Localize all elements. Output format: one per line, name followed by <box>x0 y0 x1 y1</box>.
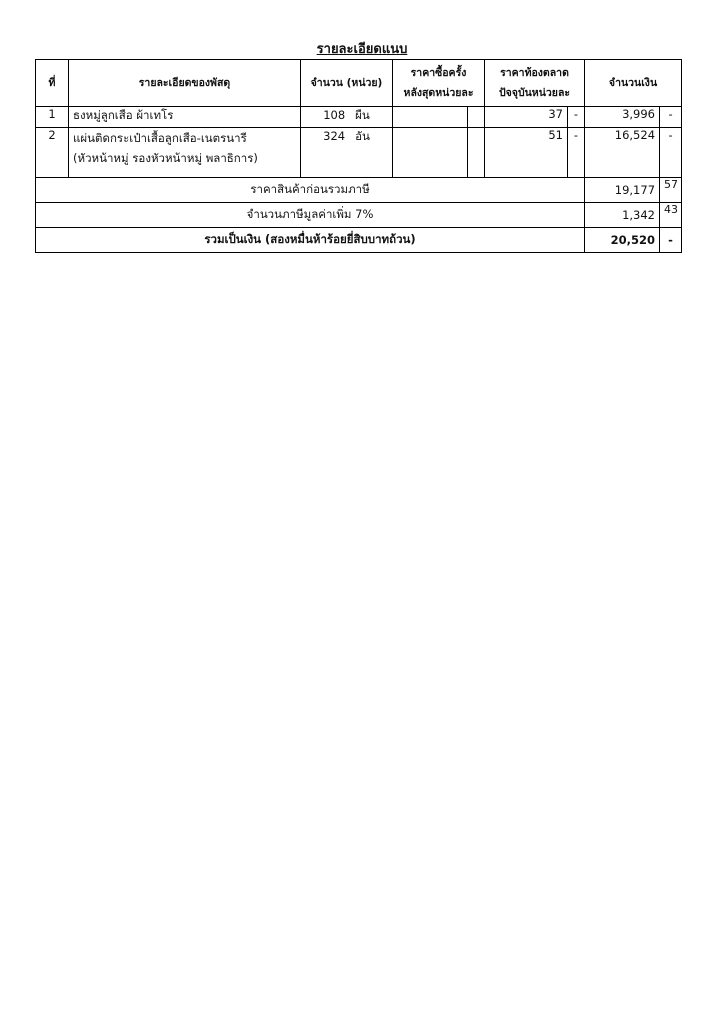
row-no: 2 <box>36 128 69 178</box>
total-satang: - <box>660 228 682 253</box>
header-last-price-line2: หลังสุดหน่วยละ <box>403 87 474 99</box>
row-amount: 3,996 <box>585 107 660 128</box>
row-amount: 16,524 <box>585 128 660 178</box>
subtotal-row <box>36 178 682 203</box>
page-title: รายละเอียดแนบ <box>316 42 408 57</box>
row-description-line: ธงหมู่ลูกเสือ ผ้าเทโร <box>73 108 174 122</box>
row-quantity <box>301 128 393 178</box>
row-description <box>69 107 301 128</box>
row-last-price <box>393 128 468 178</box>
row-description-line: (หัวหน้าหมู่ รองหัวหน้าหมู่ พลาธิการ) <box>73 151 258 165</box>
row-quantity <box>301 107 393 128</box>
vat-label: จำนวนภาษีมูลค่าเพิ่ม 7% <box>36 203 585 228</box>
detail-table <box>35 59 682 253</box>
subtotal-satang: 57 <box>660 178 682 203</box>
row-market-satang: - <box>568 128 585 178</box>
row-description <box>69 128 301 178</box>
total-row <box>36 228 682 253</box>
subtotal-baht: 19,177 <box>585 178 660 203</box>
header-amount: จำนวนเงิน <box>585 60 682 107</box>
row-unit: ผืน <box>355 108 370 122</box>
row-last-price <box>393 107 468 128</box>
row-last-price-satang <box>468 107 485 128</box>
header-quantity: จำนวน (หน่วย) <box>301 60 393 107</box>
row-market-price: 51 <box>485 128 568 178</box>
row-amount-satang: - <box>660 107 682 128</box>
row-unit: อัน <box>355 129 370 143</box>
table-header-row <box>36 60 682 107</box>
total-label: รวมเป็นเงิน (สองหมื่นห้าร้อยยี่สิบบาทถ้วน) <box>36 228 585 253</box>
vat-row <box>36 203 682 228</box>
row-qty: 108 <box>323 108 346 122</box>
header-no: ที่ <box>36 60 69 107</box>
row-last-price-satang <box>468 128 485 178</box>
header-market-price-line1: ราคาท้องตลาด <box>500 67 569 79</box>
total-baht: 20,520 <box>585 228 660 253</box>
row-no: 1 <box>36 107 69 128</box>
header-last-price-line1: ราคาซื้อครั้ง <box>410 67 467 79</box>
subtotal-label: ราคาสินค้าก่อนรวมภาษี <box>36 178 585 203</box>
header-last-price <box>393 60 485 107</box>
table-row <box>36 128 682 178</box>
header-description: รายละเอียดของพัสดุ <box>69 60 301 107</box>
header-market-price-line2: ปัจจุบันหน่วยละ <box>498 87 571 99</box>
header-market-price <box>485 60 585 107</box>
vat-satang: 43 <box>660 203 682 228</box>
table-row <box>36 107 682 128</box>
row-description-line: แผ่นติดกระเป๋าเสื้อลูกเสือ-เนตรนารี <box>73 131 247 145</box>
row-market-price: 37 <box>485 107 568 128</box>
row-market-satang: - <box>568 107 585 128</box>
row-amount-satang: - <box>660 128 682 178</box>
vat-baht: 1,342 <box>585 203 660 228</box>
row-qty: 324 <box>323 129 346 143</box>
